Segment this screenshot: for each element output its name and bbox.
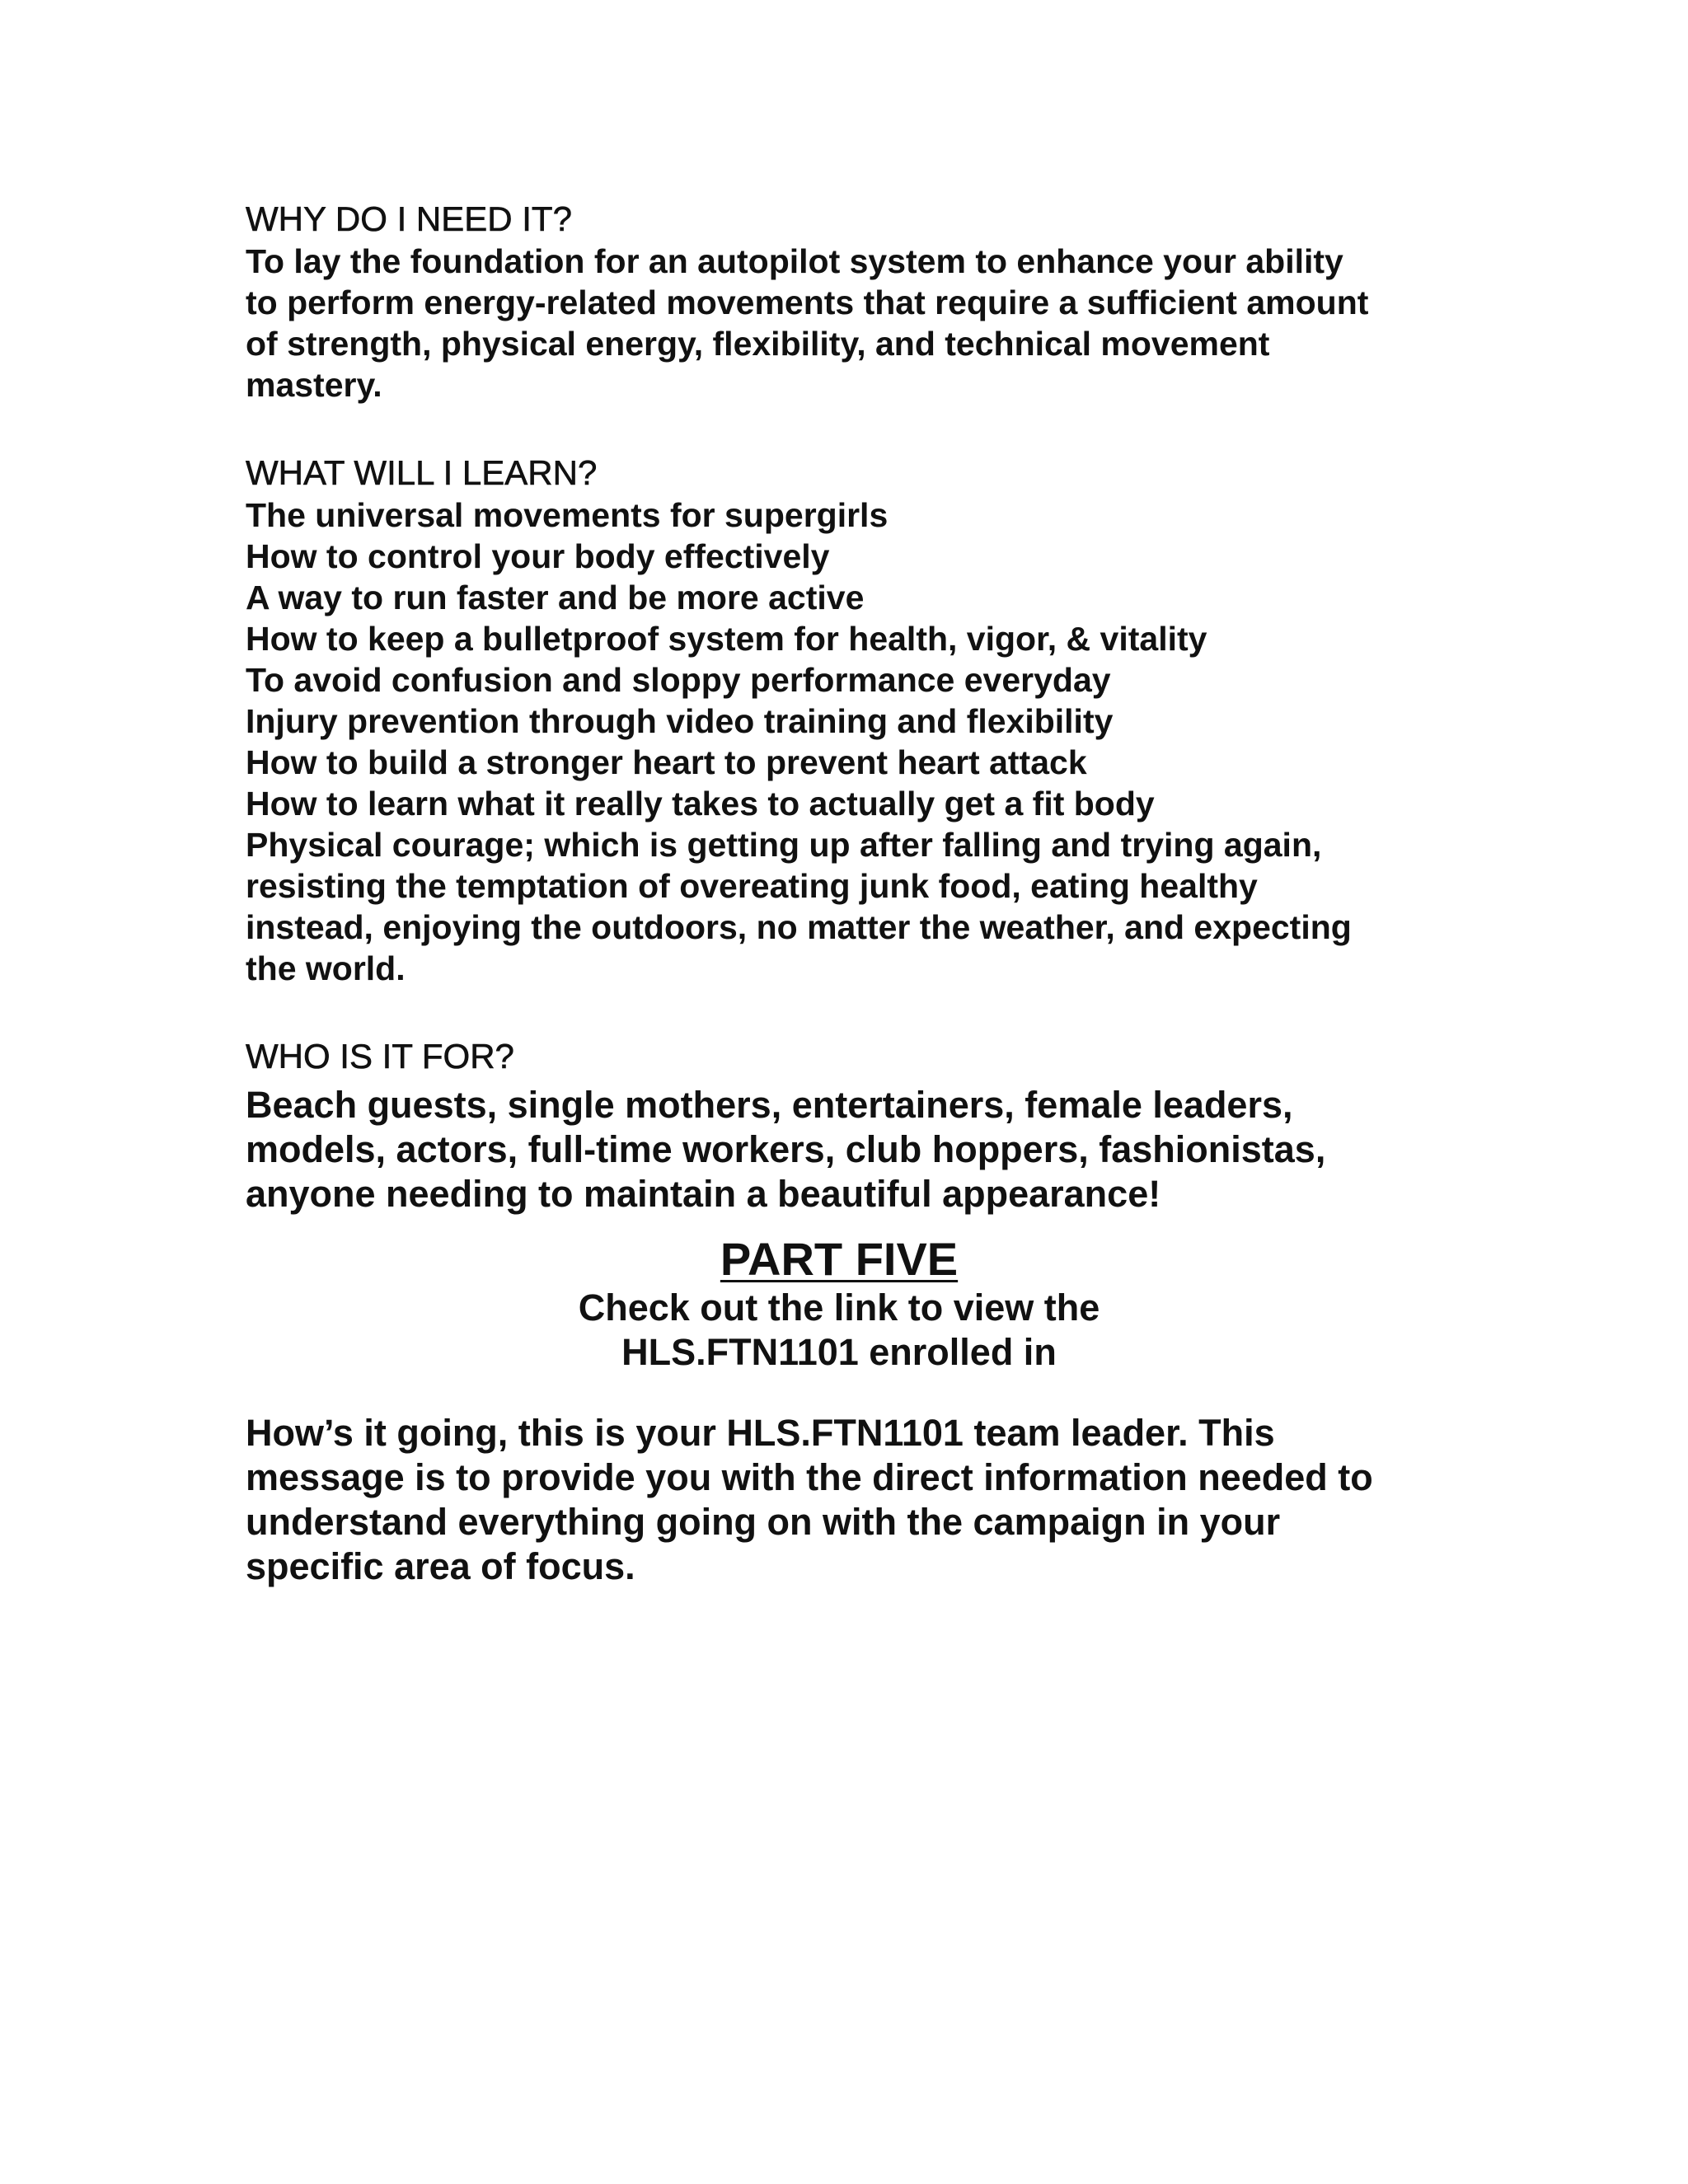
learn-list bbox=[246, 494, 1449, 824]
audience-line: anyone needing to maintain a beautiful appearance! bbox=[246, 1173, 1161, 1215]
section-spacer bbox=[246, 405, 1449, 452]
list-item: Injury prevention through video training and flexibility bbox=[246, 702, 1114, 740]
audience-line: Beach guests, single mothers, entertainers, female leaders, bbox=[246, 1084, 1293, 1126]
part-subtitle-line: Check out the link to view the bbox=[578, 1286, 1100, 1329]
courage-line: Physical courage; which is getting up after falling and trying again, bbox=[246, 826, 1322, 864]
why-line: mastery. bbox=[246, 366, 382, 404]
who-heading: WHO IS IT FOR? bbox=[246, 1037, 514, 1076]
message-line: specific area of focus. bbox=[246, 1545, 635, 1587]
list-item: How to learn what it really takes to actually get a fit body bbox=[246, 785, 1155, 823]
message-section bbox=[246, 1411, 1449, 1589]
message-line: message is to provide you with the direct information needed to bbox=[246, 1456, 1373, 1498]
part-five-section bbox=[246, 1233, 1432, 1375]
message-line: How’s it going, this is your HLS.FTN1101 team leader. This bbox=[246, 1412, 1275, 1454]
learn-heading: WHAT WILL I LEARN? bbox=[246, 453, 598, 492]
why-line: to perform energy-related movements that require a sufficient amount bbox=[246, 284, 1369, 321]
who-section bbox=[246, 1035, 1449, 1216]
audience-line: models, actors, full-time workers, club hoppers, fashionistas, bbox=[246, 1128, 1326, 1170]
courage-line: the world. bbox=[246, 949, 406, 987]
document-page bbox=[246, 198, 1449, 1589]
why-line: To lay the foundation for an autopilot system to enhance your ability bbox=[246, 242, 1343, 280]
why-heading: WHY DO I NEED IT? bbox=[246, 199, 572, 238]
list-item: To avoid confusion and sloppy performance everyday bbox=[246, 661, 1111, 699]
list-item: The universal movements for supergirls bbox=[246, 496, 889, 534]
list-item: A way to run faster and be more active bbox=[246, 579, 865, 616]
message-line: understand everything going on with the campaign in your bbox=[246, 1501, 1281, 1543]
courage-line: instead, enjoying the outdoors, no matter the weather, and expecting bbox=[246, 908, 1352, 946]
courage-line: resisting the temptation of overeating junk food, eating healthy bbox=[246, 867, 1258, 905]
list-item: How to keep a bulletproof system for health, vigor, & vitality bbox=[246, 620, 1207, 658]
learn-section bbox=[246, 452, 1449, 989]
list-item: How to build a stronger heart to prevent heart attack bbox=[246, 743, 1087, 781]
list-item: How to control your body effectively bbox=[246, 537, 830, 575]
part-subtitle-line: HLS.FTN1101 enrolled in bbox=[621, 1331, 1057, 1373]
part-title: PART FIVE bbox=[720, 1233, 959, 1285]
why-line: of strength, physical energy, flexibility, and technical movement bbox=[246, 325, 1270, 363]
section-spacer bbox=[246, 989, 1449, 1035]
why-section bbox=[246, 198, 1449, 405]
